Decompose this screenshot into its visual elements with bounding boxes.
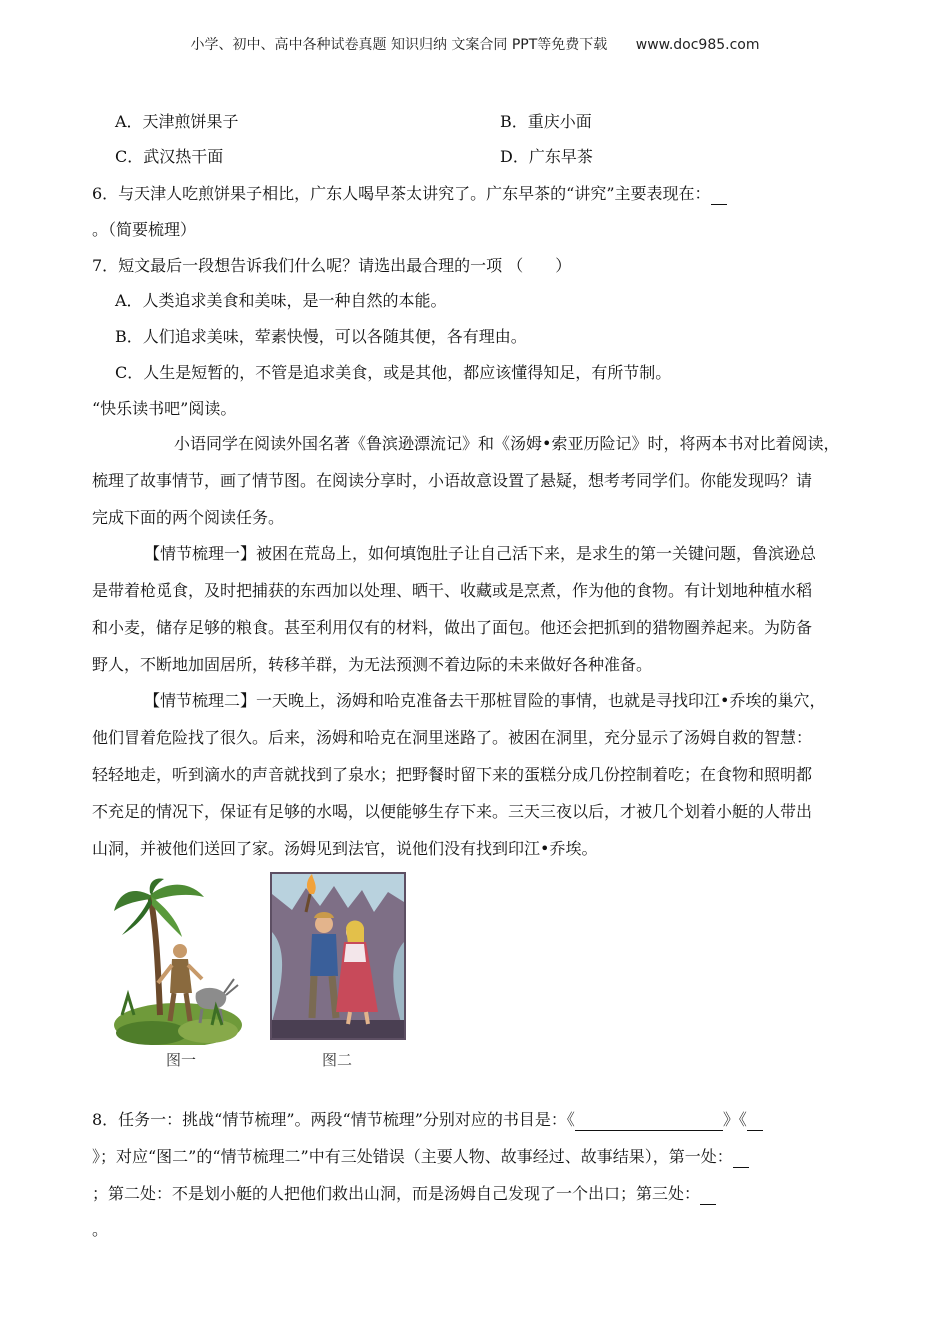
- q8-line-1: [92, 1109, 892, 1131]
- figure-1-caption: 图一: [166, 1051, 197, 1069]
- plot2-line-4: 不充足的情况下，保证有足够的水喝，以便能够生存下来。三天三夜以后，才被几个划着小艇的人带出: [92, 802, 813, 821]
- q8-text-3: 》；对应“图二”的“情节梳理二”中有三处错误（主要人物、故事经过、故事结果），第一处：: [92, 1147, 733, 1166]
- plot1-line-3: 和小麦，储存足够的粮食。甚至利用仅有的材料，做出了面包。他还会把抓到的猎物圈养起来。为防备: [92, 618, 813, 637]
- plot1-line-1: 【情节梳理一】被困在荒岛上，如何填饱肚子让自己活下来，是求生的第一关键问题，鲁滨逊总: [144, 544, 817, 563]
- q8-book1-blank[interactable]: [575, 1112, 723, 1131]
- plot2-line-5: 山洞，并被他们送回了家。汤姆见到法官，说他们没有找到印江•乔埃。: [92, 839, 598, 858]
- reading-intro-1: 小语同学在阅读外国名著《鲁滨逊漂流记》和《汤姆•索亚历险记》时，将两本书对比着阅读，: [174, 434, 840, 453]
- q5-option-d: D．广东早茶: [500, 147, 593, 166]
- plot2-line-2: 他们冒着危险找了很久。后来，汤姆和哈克在洞里迷路了。被困在洞里，充分显示了汤姆自救的智慧：: [92, 728, 813, 747]
- figure-1-robinson-illustration: [112, 875, 244, 1045]
- q8-line-4: 。: [92, 1220, 109, 1239]
- q7-option-a: A．人类追求美食和美味，是一种自然的本能。: [115, 291, 447, 310]
- header-text: 小学、初中、高中各种试卷真题 知识归纳 文案合同 PPT等免费下载: [190, 37, 608, 53]
- plot1-line-2: 是带着枪觅食，及时把捕获的东西加以处理、晒干、收藏或是烹煮，作为他的食物。有计划地种植水稻: [92, 581, 813, 600]
- q5-option-c: C．武汉热干面: [115, 147, 224, 166]
- page-header: [0, 34, 950, 54]
- reading-intro-2: 梳理了故事情节，画了情节图。在阅读分享时，小语故意设置了悬疑，想考考同学们。你能发现吗？请: [92, 471, 813, 490]
- q6-text: 6．与天津人吃煎饼果子相比，广东人喝早茶太讲究了。广东早茶的“讲究”主要表现在：: [92, 184, 711, 203]
- q6-line2: 。（简要梳理）: [92, 220, 197, 239]
- q6-answer-blank[interactable]: [711, 186, 727, 205]
- q5-option-b: B．重庆小面: [500, 112, 592, 131]
- q5-option-a: A．天津煎饼果子: [115, 112, 239, 131]
- q8-line-3: [92, 1183, 892, 1205]
- header-url[interactable]: www.doc985.com: [635, 37, 760, 53]
- q8-text-4: ；第二处：不是划小艇的人把他们救出山洞，而是汤姆自己发现了一个出口；第三处：: [92, 1184, 701, 1203]
- q8-line-2: [92, 1146, 892, 1168]
- q6-stem: [92, 183, 892, 205]
- q7-option-b: B．人们追求美味，荤素快慢，可以各随其便，各有理由。: [115, 327, 527, 346]
- plot2-line-3: 轻轻地走，听到滴水的声音就找到了泉水；把野餐时留下来的蛋糕分成几份控制着吃；在食物和照明都: [92, 765, 813, 784]
- figure-2-caption: 图二: [322, 1051, 353, 1069]
- q7-option-c: C．人生是短暂的，不管是追求美食，或是其他，都应该懂得知足，有所节制。: [115, 363, 672, 382]
- q7-stem: 7．短文最后一段想告诉我们什么呢？请选出最合理的一项 （ ）: [92, 256, 572, 275]
- reading-title: “快乐读书吧”阅读。: [92, 399, 237, 418]
- q8-text-1: 8．任务一：挑战“情节梳理”。两段“情节梳理”分别对应的书目是：《: [92, 1110, 575, 1129]
- reading-intro-3: 完成下面的两个阅读任务。: [92, 508, 285, 527]
- q8-error3-blank[interactable]: [700, 1186, 716, 1205]
- plot2-line-1: 【情节梳理二】一天晚上，汤姆和哈克准备去干那桩冒险的事情，也就是寻找印江•乔埃的巢穴，: [144, 691, 826, 710]
- q8-book2-blank[interactable]: [747, 1112, 763, 1131]
- plot1-line-4: 野人，不断地加固居所，转移羊群，为无法预测不着边际的未来做好各种准备。: [92, 655, 653, 674]
- figure-2-tom-sawyer-illustration: [270, 872, 406, 1040]
- q8-error1-blank[interactable]: [733, 1149, 749, 1168]
- q8-text-2: 》《: [722, 1110, 747, 1129]
